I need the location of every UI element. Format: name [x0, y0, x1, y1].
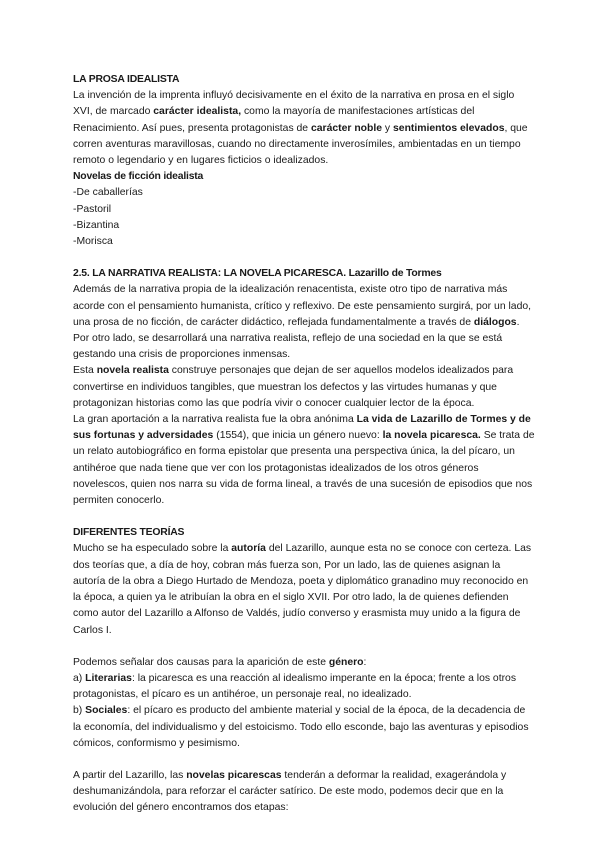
- text: .: [516, 316, 520, 328]
- list-item: -Morisca: [73, 236, 113, 248]
- text: Además de la narrativa propia de la idealización renacentista, existe otro tipo de narrativa más acorde con el pensamiento humanista, crítico y reflexivo. De este pensamiento surgirá, por un lado, una prosa de no ficción, de carácter didáctico, reflejada fundamentalmente a través de: [73, 284, 532, 328]
- text: Se trata de un relato autobiográfico en forma epistolar que presenta una perspectiva única, la del pícaro, un antihéroe que nada tiene que ver con los protagonistas idealizados de los otros géneros novelescos, quien nos narra su vida de forma lineal, a través de una sucesión de episodios que nos permiten conocerlo.: [73, 430, 535, 507]
- list-item: -De caballerías: [73, 187, 143, 199]
- bold-text: sentimientos elevados: [393, 122, 505, 134]
- bold-text: carácter idealista,: [153, 106, 242, 118]
- paragraph-narrativa-realista: Por otro lado, se desarrollará una narrativa realista, reflejo de una sociedad en la que se está gestando una crisis de proporciones inmensas.: [73, 333, 503, 361]
- paragraph-narrativa-humanista: [73, 282, 535, 331]
- text: (1554), que inicia un género nuevo:: [213, 430, 383, 442]
- text: A partir del Lazarillo, las: [73, 769, 187, 781]
- text: como la mayoría de manifestaciones artísticas del Renacimiento. Así pues, presenta protagonistas de: [73, 106, 475, 134]
- section-heading-diferentes-teorias: DIFERENTES TEORÍAS: [73, 527, 185, 539]
- spacer: [73, 752, 535, 768]
- bold-text: género: [328, 656, 364, 668]
- text: a): [73, 672, 86, 684]
- paragraph-imprenta: [73, 88, 535, 169]
- bold-text: novelas picarescas: [186, 769, 282, 781]
- bold-text: la novela picaresca.: [382, 430, 481, 442]
- text: :: [363, 656, 367, 668]
- bold-text: Sociales: [85, 705, 128, 717]
- paragraph-autoria: [73, 541, 535, 638]
- text: del Lazarillo, aunque esta no se conoce con certeza. Las dos teorías que, a día de hoy, cobran más fuerza son, Por un lado, las de quienes asignan la autoría de la obra a Diego Hurtado de Mendoza, poeta y diplomático granadino muy reconocido en la época, a quien ya le atribuían la obra en el siglo XVII. Por otro lado, la de quienes defienden como autor del Lazarillo a Alfonso de Valdés, judío converso y erasmista muy unido a la figura de Carlos I.: [73, 543, 532, 636]
- spacer: [73, 509, 535, 525]
- paragraph-causa-sociales: [73, 703, 535, 752]
- text: La invención de la imprenta influyó decisivamente en el éxito de la narrativa en prosa en el siglo XVI, de marcado: [73, 90, 515, 118]
- text: Podemos señalar dos causas para la aparición de este: [73, 656, 329, 668]
- bold-text: autoría: [231, 543, 266, 555]
- bold-text: diálogos: [473, 316, 517, 328]
- list-item: -Pastoril: [73, 203, 112, 215]
- subheading-novelas-idealista: Novelas de ficción idealista: [73, 171, 204, 183]
- text: tenderán a deformar la realidad, exagerándola y deshumanizándola, para reforzar el carácter satírico. De este modo, podemos decir que en la evolución del género encontramos dos etapas:: [73, 769, 507, 814]
- text: Esta: [73, 365, 97, 377]
- text: b): [73, 705, 86, 717]
- text: Mucho se ha especulado sobre la: [73, 543, 232, 555]
- section-heading-narrativa-realista: 2.5. LA NARRATIVA REALISTA: LA NOVELA PICARESCA. Lazarillo de Tormes: [73, 268, 442, 280]
- text: y: [382, 122, 394, 134]
- text: La gran aportación a la narrativa realista fue la obra anónima: [73, 414, 357, 426]
- paragraph-novela-realista: [73, 363, 535, 412]
- bold-text: novela realista: [96, 365, 169, 377]
- text: : el pícaro es producto del ambiente material y social de la época, de la decadencia de la economía, del individualismo y del estoicismo. Todo ello esconde, bajo las aventuras y episodios cómicos, conformismo y pesimismo.: [73, 705, 529, 749]
- bold-text: carácter noble: [310, 122, 383, 134]
- spacer: [73, 250, 535, 266]
- text: , que corren aventuras maravillosas, cuando no directamente inverosímiles, ambientadas en un tiempo remoto o legendario y en lugares ficticios o idealizados.: [73, 122, 528, 167]
- paragraph-lazarillo: [73, 412, 535, 509]
- paragraph-novelas-picarescas: [73, 768, 535, 817]
- paragraph-causa-literarias: [73, 671, 535, 703]
- text: construye personajes que dejan de ser aquellos modelos idealizados para convertirse en individuos tangibles, que muestran los defectos y las virtudes humanas y que protagonizan historias como las que podría vivir o conocer cualquier lector de la época.: [73, 365, 514, 409]
- bold-text: La vida de Lazarillo de Tormes y de sus fortunas y adversidades: [73, 414, 531, 442]
- list-item: -Bizantina: [73, 219, 120, 231]
- spacer: [73, 639, 535, 655]
- document-body: [73, 72, 535, 817]
- paragraph-causas: [73, 655, 535, 671]
- text: : la picaresca es una reacción al idealismo imperante en la época; frente a los otros protagonistas, el pícaro es un antihéroe, un personaje real, no idealizado.: [73, 672, 517, 701]
- section-heading-prosa-idealista: LA PROSA IDEALISTA: [73, 74, 180, 85]
- bold-text: Literarias: [85, 672, 132, 684]
